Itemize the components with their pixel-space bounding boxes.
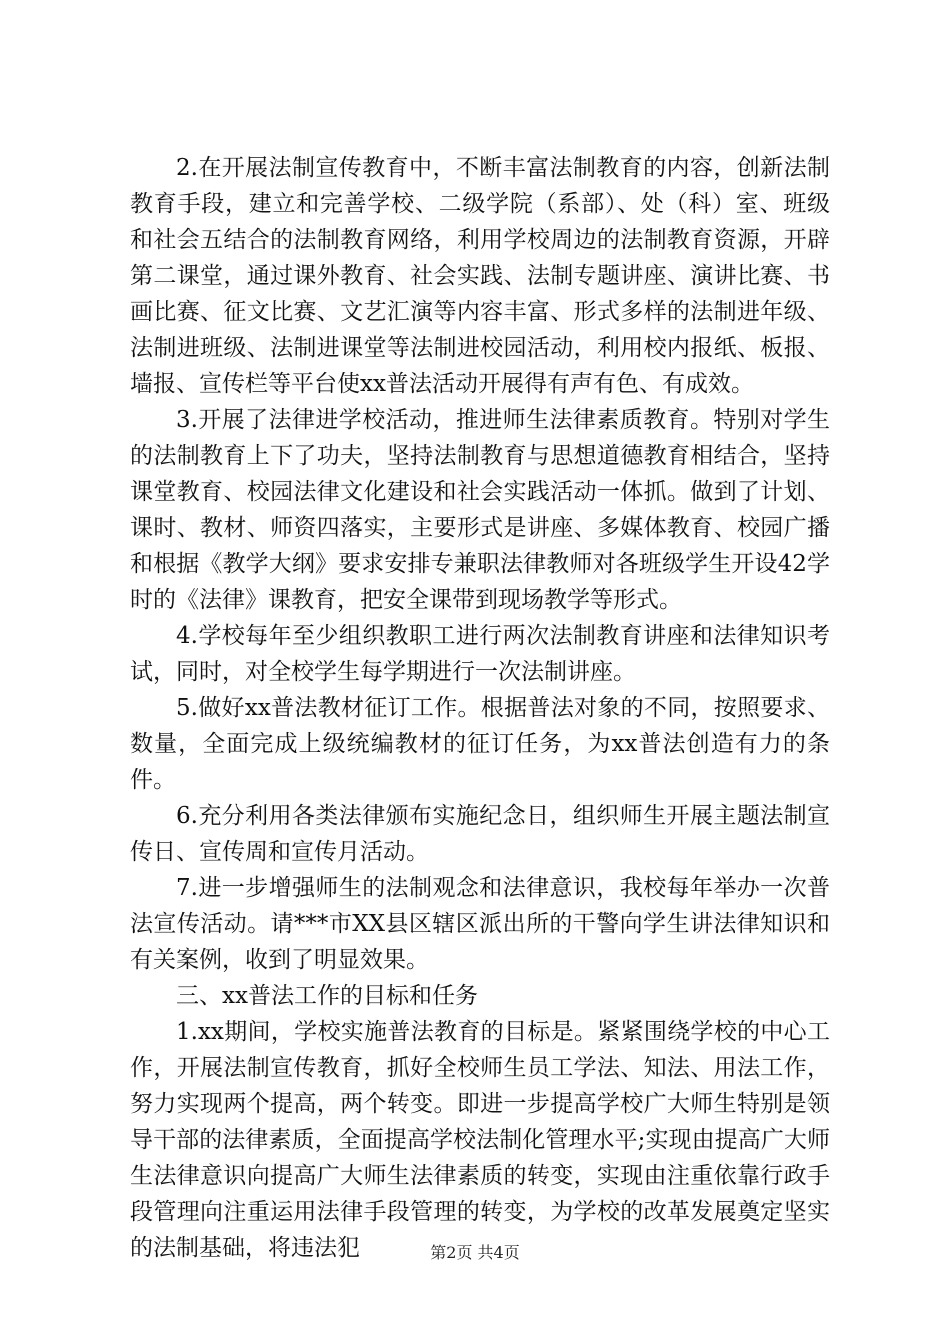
document-body: [130, 150, 830, 1266]
paragraph-goal-1: 1.xx期间，学校实施普法教育的目标是。紧紧围绕学校的中心工作，开展法制宣传教育，抓好全校师生员工学法、知法、用法工作，努力实现两个提高，两个转变。即进一步提高学校广大师生特别是领导干部的法律素质，全面提高学校法制化管理水平;实现由提高广大师生法律意识向提高广大师生法律素质的转变，实现由注重依靠行政手段管理向注重运用法律手段管理的转变，为学校的改革发展奠定坚实的法制基础，将违法犯: [130, 1019, 830, 1261]
paragraph-item-5: 5.做好xx普法教材征订工作。根据普法对象的不同，按照要求、数量，全面完成上级统编教材的征订任务，为xx普法创造有力的条件。: [130, 695, 830, 793]
paragraph-item-6: 6.充分利用各类法律颁布实施纪念日，组织师生开展主题法制宣传日、宣传周和宣传月活动。: [130, 803, 830, 865]
paragraph-item-4: 4.学校每年至少组织教职工进行两次法制教育讲座和法律知识考试，同时，对全校学生每学期进行一次法制讲座。: [130, 623, 830, 685]
paragraph-item-7: 7.进一步增强师生的法制观念和法律意识，我校每年举办一次普法宣传活动。请***市XX县区辖区派出所的干警向学生讲法律知识和有关案例，收到了明显效果。: [130, 875, 830, 973]
section-heading-3: 三、xx普法工作的目标和任务: [176, 983, 478, 1009]
page-footer: 第2页 共4页: [430, 1243, 520, 1262]
paragraph-item-2: 2.在开展法制宣传教育中，不断丰富法制教育的内容，创新法制教育手段，建立和完善学校、二级学院（系部）、处（科）室、班级和社会五结合的法制教育网络，利用学校周边的法制教育资源，开辟第二课堂，通过课外教育、社会实践、法制专题讲座、演讲比赛、书画比赛、征文比赛、文艺汇演等内容丰富、形式多样的法制进年级、法制进班级、法制进课堂等法制进校园活动，利用校内报纸、板报、墙报、宣传栏等平台使xx普法活动开展得有声有色、有成效。: [130, 155, 830, 397]
paragraph-item-3: 3.开展了法律进学校活动，推进师生法律素质教育。特别对学生的法制教育上下了功夫，坚持法制教育与思想道德教育相结合，坚持课堂教育、校园法律文化建设和社会实践活动一体抓。做到了计划、课时、教材、师资四落实，主要形式是讲座、多媒体教育、校园广播和根据《教学大纲》要求安排专兼职法律教师对各班级学生开设42学时的《法律》课教育，把安全课带到现场教学等形式。: [130, 407, 830, 613]
